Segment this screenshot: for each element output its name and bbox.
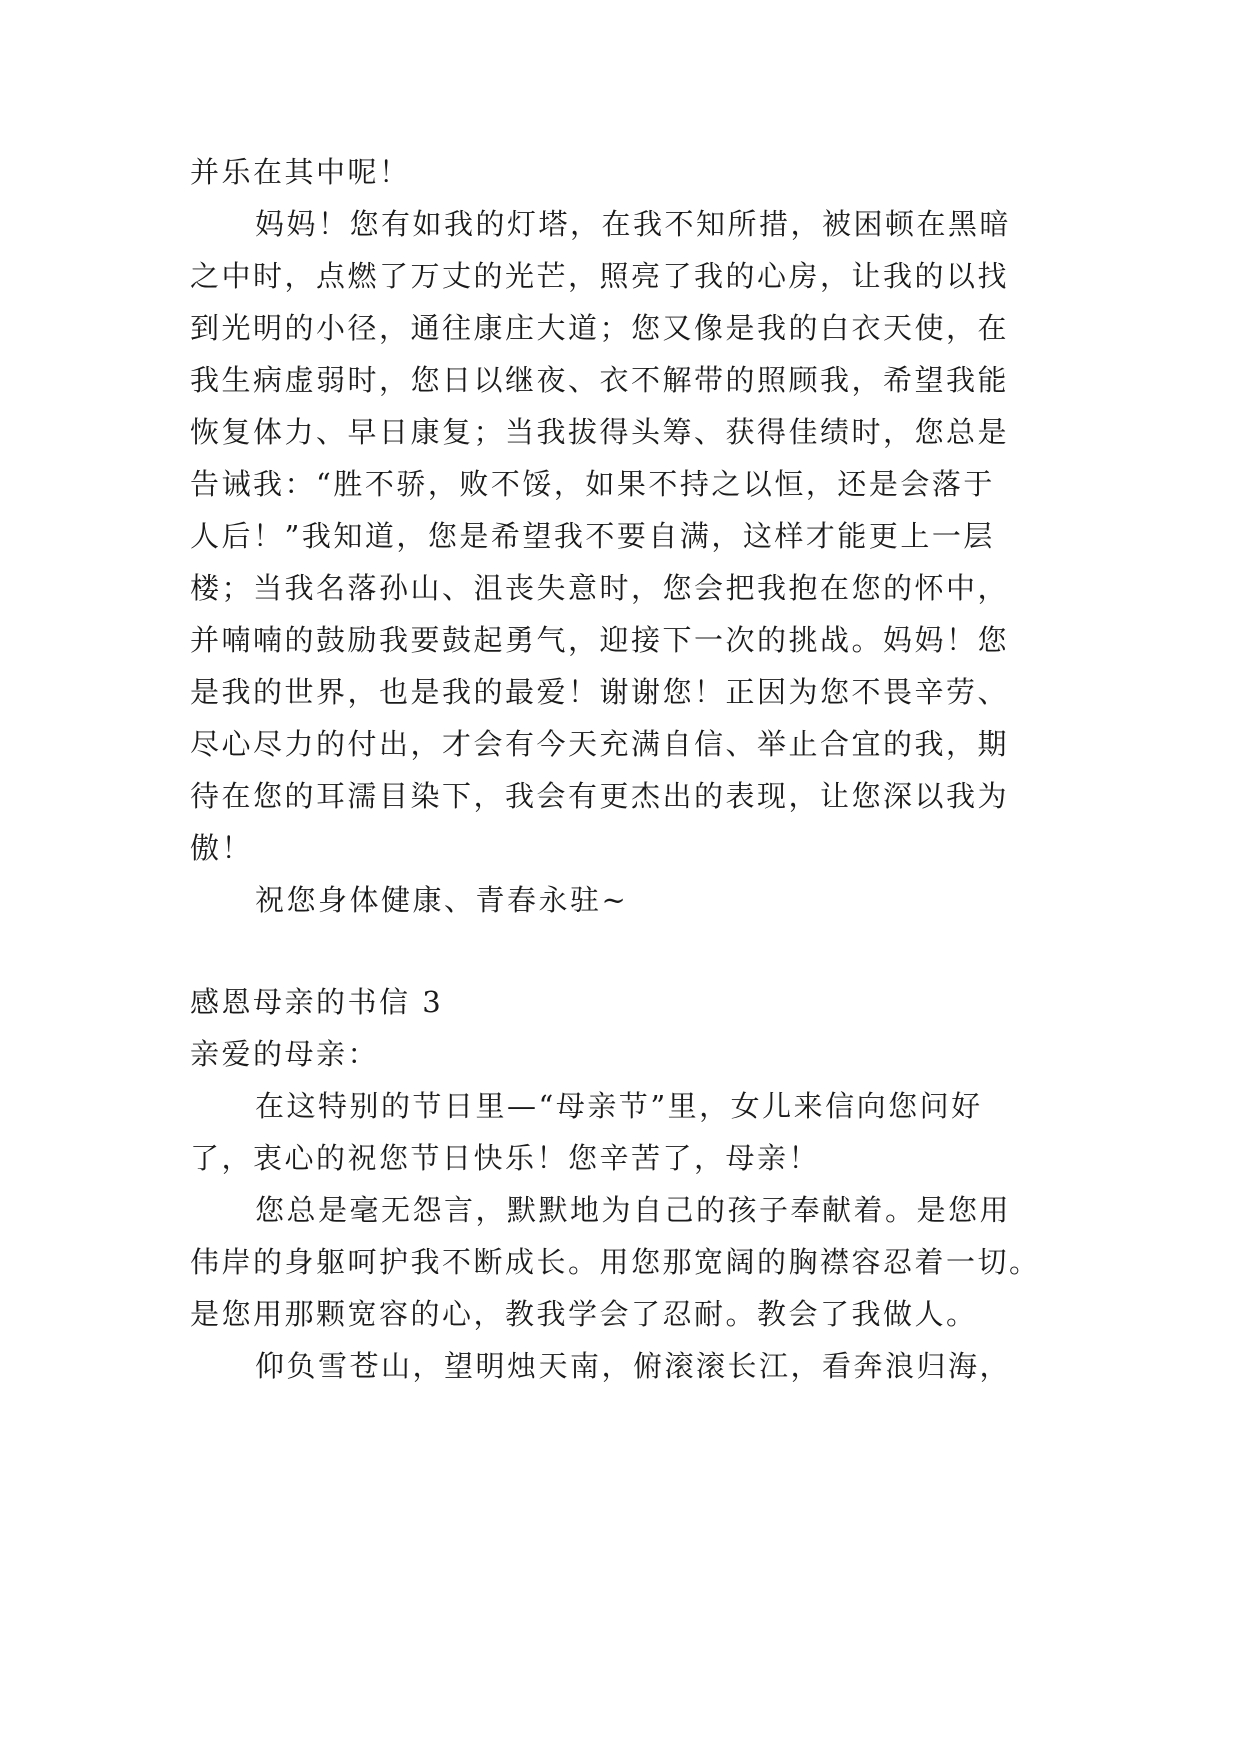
text-line: 待在您的耳濡目染下，我会有更杰出的表现，让您深以我为 bbox=[190, 779, 1010, 813]
text-line: 了，衷心的祝您节日快乐！您辛苦了，母亲！ bbox=[190, 1141, 821, 1175]
text-line: 告诫我：“胜不骄，败不馁，如果不持之以恒，还是会落于 bbox=[190, 467, 995, 501]
text-line: 人后！”我知道，您是希望我不要自满，这样才能更上一层 bbox=[190, 519, 995, 553]
text-line: 您总是毫无怨言，默默地为自己的孩子奉献着。是您用 bbox=[255, 1193, 1012, 1227]
salutation: 亲爱的母亲： bbox=[190, 1037, 380, 1071]
text-line: 并乐在其中呢！ bbox=[190, 155, 411, 189]
text-line: 恢复体力、早日康复；当我拔得头筹、获得佳绩时，您总是 bbox=[190, 415, 1010, 449]
text-line: 在这特别的节日里—“母亲节”里，女儿来信向您问好 bbox=[255, 1089, 983, 1123]
text-line: 仰负雪苍山，望明烛天南，俯滚滚长江，看奔浪归海， bbox=[255, 1349, 1012, 1383]
text-line: 到光明的小径，通往康庄大道；您又像是我的白衣天使，在 bbox=[190, 311, 1010, 345]
text-line: 并喃喃的鼓励我要鼓起勇气，迎接下一次的挑战。妈妈！您 bbox=[190, 623, 1010, 657]
text-line: 之中时，点燃了万丈的光芒，照亮了我的心房，让我的以找 bbox=[190, 259, 1010, 293]
text-line: 尽心尽力的付出，才会有今天充满自信、举止合宜的我，期 bbox=[190, 727, 1010, 761]
text-line: 妈妈！您有如我的灯塔，在我不知所措，被困顿在黑暗 bbox=[255, 207, 1012, 241]
closing-line: 祝您身体健康、青春永驻~ bbox=[255, 883, 629, 917]
section-title: 感恩母亲的书信 3 bbox=[190, 985, 444, 1019]
text-line: 楼；当我名落孙山、沮丧失意时，您会把我抱在您的怀中， bbox=[190, 571, 1010, 605]
text-line: 伟岸的身躯呵护我不断成长。用您那宽阔的胸襟容忍着一切。 bbox=[190, 1245, 1041, 1279]
text-line: 是我的世界，也是我的最爱！谢谢您！正因为您不畏辛劳、 bbox=[190, 675, 1010, 709]
text-line: 我生病虚弱时，您日以继夜、衣不解带的照顾我，希望我能 bbox=[190, 363, 1010, 397]
text-line: 是您用那颗宽容的心，教我学会了忍耐。教会了我做人。 bbox=[190, 1297, 978, 1331]
text-line: 傲！ bbox=[190, 831, 254, 865]
